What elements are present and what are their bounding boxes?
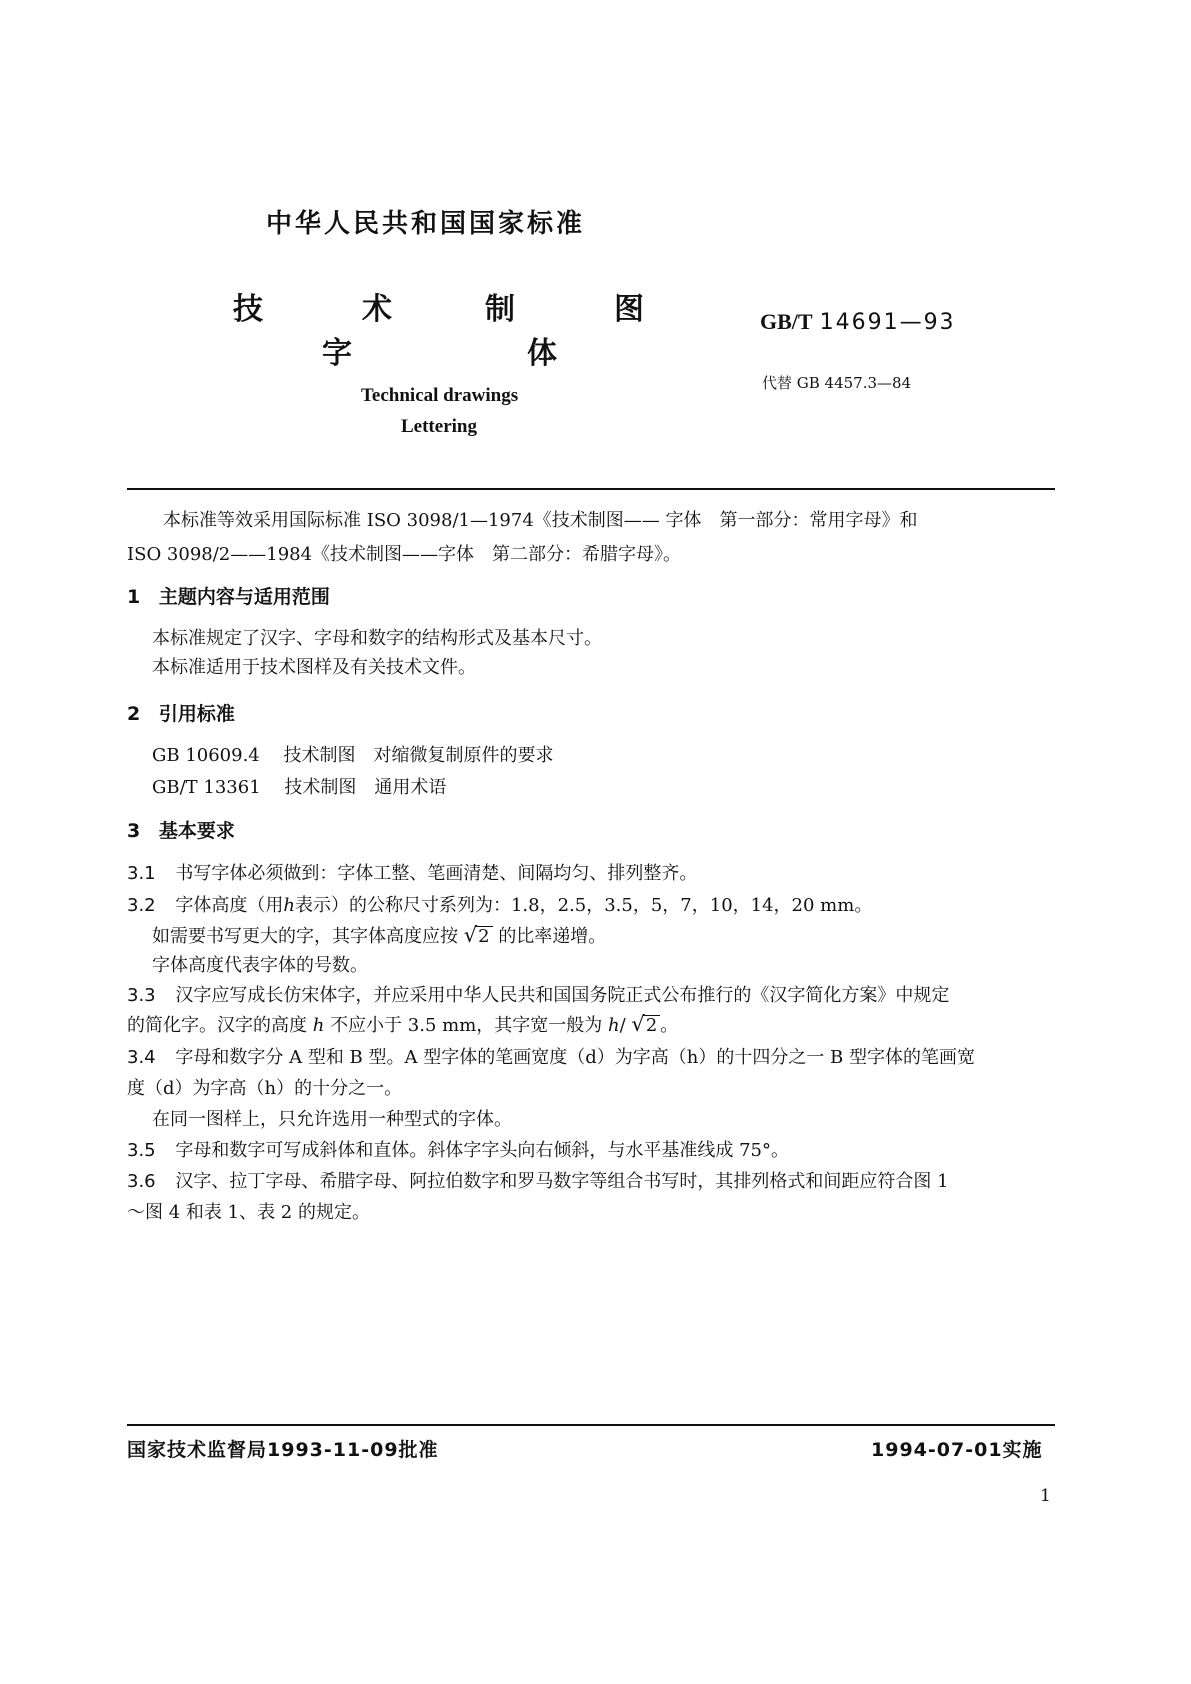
reference-code: GB 10609.4 [152,745,260,766]
section-1-para-1: 本标准规定了汉字、字母和数字的结构形式及基本尺寸。 [152,628,602,649]
sqrt-value: 2 [643,1015,660,1036]
symbol-h: h [608,1015,620,1036]
reference-title: 技术制图 通用术语 [284,777,447,798]
symbol-h: h [312,1015,325,1036]
page-number: 1 [1040,1486,1051,1506]
title-char-1: 技 [233,292,263,327]
sqrt-icon: √ [631,1012,645,1036]
clause-number: 3.5 [127,1140,156,1161]
clause-text: 如需要书写更大的字，其字体高度应按 [152,926,458,947]
clause-text: 字母和数字可写成斜体和直体。斜体字字头向右倾斜，与水平基准线成 75°。 [175,1140,789,1161]
section-1-heading [127,582,330,609]
clause-number: 3.4 [127,1047,156,1068]
clause-text-cont: 不应小于 3.5 mm，其字宽一般为 [330,1015,603,1036]
clause-3-4-line-2: 度（d）为字高（h）的十分之一。 [127,1078,403,1099]
section-title: 主题内容与适用范围 [158,586,330,608]
section-title: 基本要求 [158,820,235,842]
clause-end: 。 [660,1015,679,1036]
intro-line-1: 本标准等效采用国际标准 ISO 3098/1—1974《技术制图—— 字体 第一部分：常用字母》和 [163,510,918,531]
clause-3-2 [127,891,872,917]
header-divider [127,488,1055,490]
clause-text: 字体高度（用 [175,895,284,916]
clause-number: 3.6 [127,1171,156,1192]
subtitle-char-2: 体 [527,336,557,371]
english-subtitle: Lettering [401,416,477,437]
english-title: Technical drawings [361,385,519,406]
clause-text: 的简化字。汉字的高度 [127,1015,307,1036]
footer-divider [127,1424,1055,1426]
section-number: 3 [127,820,141,842]
effective-date: 1994-07-01实施 [871,1439,1043,1461]
standard-prefix: GB/T [760,309,813,334]
approval-note: 国家技术监督局1993-11-09批准 [127,1439,439,1461]
sqrt-icon: √ [463,923,478,947]
sqrt-value: 2 [475,926,492,947]
issuing-agency: 中华人民共和国国家标准 [266,209,586,239]
section-number: 2 [127,703,141,725]
section-2-heading [127,699,235,726]
clause-3-3-line-2 [127,1011,678,1037]
reference-title: 技术制图 对缩微复制原件的要求 [283,745,554,766]
clause-text: 汉字应写成长仿宋体字，并应采用中华人民共和国国务院正式公布推行的《汉字简化方案》中规定 [175,985,950,1006]
section-number: 1 [127,586,141,608]
clause-3-2-line-3: 字体高度代表字体的号数。 [152,955,368,976]
clause-3-6-line-2: ～图 4 和表 1、表 2 的规定。 [127,1202,370,1223]
clause-text-cont: 的比率递增。 [498,926,607,947]
clause-3-2-line-2 [152,922,606,948]
clause-text: 书写字体必须做到：字体工整、笔画清楚、间隔均匀、排列整齐。 [175,863,698,884]
clause-3-4-line-3: 在同一图样上，只允许选用一种型式的字体。 [152,1109,512,1130]
symbol-h: h [283,895,295,916]
clause-text-cont: 表示）的公称尺寸系列为：1.8，2.5，3.5，5，7，10，14，20 mm。 [294,895,873,916]
title-char-2: 术 [362,292,392,327]
clause-number: 3.3 [127,985,156,1006]
clause-text: 汉字、拉丁字母、希腊字母、阿拉伯数字和罗马数字等组合书写时，其排列格式和间距应符合图 1 [175,1171,949,1192]
subtitle-char-1: 字 [322,336,352,371]
replaces-standard: 代替 GB 4457.3—84 [762,374,912,392]
clause-text: 字母和数字分 A 型和 B 型。A 型字体的笔画宽度（d）为字高（h）的十四分之一 B 型字体的笔画宽 [175,1047,975,1068]
reference-item [152,741,554,767]
intro-line-2: ISO 3098/2——1984《技术制图——字体 第二部分：希腊字母》。 [127,544,682,565]
section-3-heading [127,816,235,843]
clause-3-3 [127,981,949,1007]
title-char-3: 制 [485,292,515,327]
title-char-4: 图 [614,292,644,327]
clause-3-1 [127,859,697,885]
clause-number: 3.1 [127,863,156,884]
slash: / [619,1015,626,1036]
clause-number: 3.2 [127,895,156,916]
clause-3-5 [127,1136,789,1162]
clause-3-6 [127,1167,949,1193]
section-title: 引用标准 [158,703,235,725]
standard-code: 14691—93 [819,310,956,335]
reference-item [152,773,446,799]
standard-number [760,309,956,335]
clause-3-4 [127,1043,975,1069]
reference-code: GB/T 13361 [152,777,261,798]
section-1-para-2: 本标准适用于技术图样及有关技术文件。 [152,657,476,678]
